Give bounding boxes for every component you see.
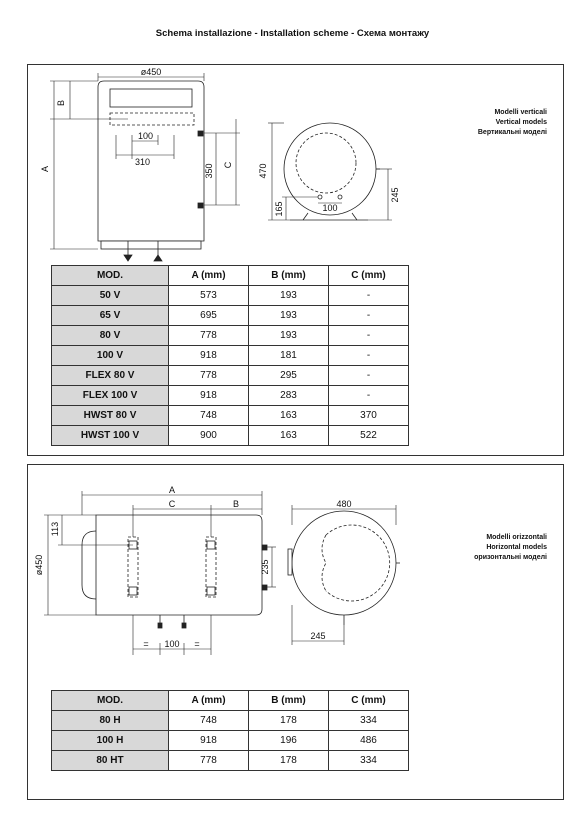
dim-235: 235 [260,559,270,575]
dim-b: B [56,99,66,107]
header-a: A (mm) [169,691,249,711]
dim-350: 350 [204,163,214,179]
vertical-dimensions-table [51,265,409,446]
dim-245: 245 [390,187,400,203]
horizontal-models-panel [27,464,564,800]
header-a: A (mm) [169,266,249,286]
dim-113: 113 [50,521,60,537]
dim-310: 310 [135,157,151,167]
table-row: 65 V 695 193 - [52,306,409,326]
horizontal-models-label: Modelli orizzontali Horizontal models оризонтальні моделі [474,534,547,561]
horizontal-dimensions-table [51,690,409,771]
header-c: C (mm) [329,691,409,711]
vertical-models-panel [27,64,564,456]
table-row: 80 HT 778 178 334 [52,751,409,771]
dim-100: 100 [164,639,180,649]
table-header-row [52,266,409,286]
table-row: FLEX 100 V 918 283 - [52,386,409,406]
table-row: FLEX 80 V 778 295 - [52,366,409,386]
dim-b: B [232,499,240,509]
dim-470: 470 [258,163,268,179]
dim-c: C [168,499,176,509]
dim-a: A [168,485,176,495]
table-row: HWST 80 V 748 163 370 [52,406,409,426]
dim-c: C [223,161,233,169]
table-row: 50 V 573 193 - [52,286,409,306]
header-mod: MOD. [52,691,169,711]
page-title: Schema installazione - Installation scheme - Схема монтажу [155,28,430,39]
header-c: C (mm) [329,266,409,286]
dim-450: ø450 [34,554,44,576]
table-row: 100 H 918 196 486 [52,731,409,751]
dim-480: 480 [336,499,352,509]
table-row: 80 H 748 178 334 [52,711,409,731]
dim-a: A [40,165,50,173]
dim-eq-right: = [194,639,200,649]
table-row: 100 V 918 181 - [52,346,409,366]
dim-100-side: 100 [322,203,338,213]
header-b: B (mm) [249,691,329,711]
vertical-drawing [28,65,565,265]
vertical-models-label: Modelli verticali Vertical models Вертикальні моделі [477,109,547,136]
dim-top-width: ø450 [140,67,162,77]
header-mod: MOD. [52,266,169,286]
dim-165: 165 [274,201,284,217]
header-b: B (mm) [249,266,329,286]
dim-eq-left: = [143,639,149,649]
dim-100: 100 [138,131,154,141]
vertical-tank-front-view [98,81,204,261]
table-header-row [52,691,409,711]
horizontal-tank-front-view [82,515,267,628]
horizontal-tank-side-view [288,511,400,625]
dim-245: 245 [310,631,326,641]
horizontal-drawing [28,465,565,680]
table-row: 80 V 778 193 - [52,326,409,346]
table-row: HWST 100 V 900 163 522 [52,426,409,446]
